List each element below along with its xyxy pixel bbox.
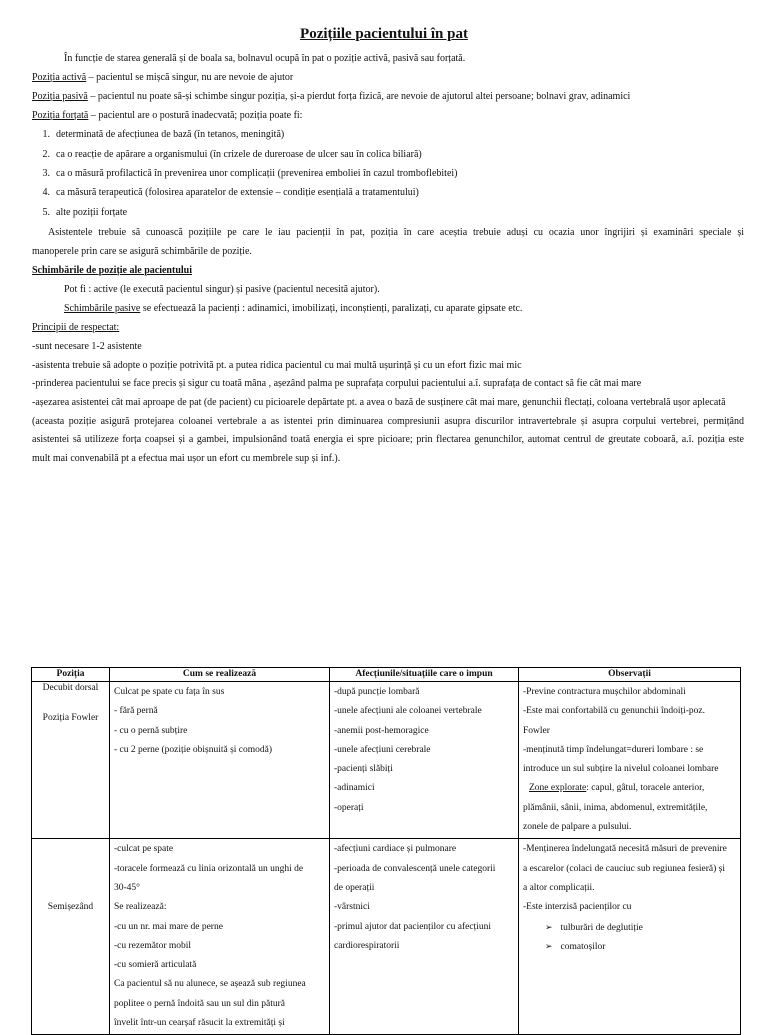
cell-line: introduce un sul subțire la nivelul coloanei lombare [523,764,719,775]
how-cell [110,839,330,1035]
cell-line: -anemii post-hemoragice [334,725,429,736]
conditions-cell [330,839,519,1035]
cell-line: învelit într-un cearșaf răsucit la extremități și [114,1018,285,1029]
list-number: 2. [42,149,50,160]
observations-cell [519,839,741,1035]
cell-line: -adinamici [334,783,375,794]
cell-line: -menținută timp îndelungat=dureri lombare : se [523,744,704,755]
passive-position-text: – pacientul nu poate să-și schimbe singur poziția, și-a pierdut forța fizică, are nevoie de ajutorul altei persoane; bolnavi grav, adinamici [87,91,631,102]
principles-heading: Principii de respectat: [32,322,120,333]
list-item [32,186,744,200]
cell-line: -culcat pe spate [114,844,174,855]
passive-changes-text: se efectuează la pacienți : adinamici, imobilizați, inconștienți, paralizați, cu aparate gipsate etc. [140,303,523,314]
principle-item: -asistenta trebuie să adopte o poziție potrivită pt. a putea ridica pacientul cu mai multă ușurință și cu un efort fizic mai mic [32,360,522,371]
bullet-item: ➢ tulburări de deglutiție [523,918,736,937]
cell-line: -după puncție lombară [334,687,420,697]
zones-explored-text: : capul, gâtul, toracele anterior, [586,783,705,794]
position-changes-types: Pot fi : active (le execută pacientul singur) și pasive (pacientul necesită ajutor). [64,284,380,295]
cell-line: a altor complicații. [523,882,595,893]
passive-position-label: Poziția pasivă [32,91,88,102]
column-header: Observații [519,668,741,682]
passive-changes-label: Schimbările pasive [64,303,141,314]
cell-line: -Previne contractura mușchilor abdominali [523,687,686,697]
cell-line: -cu un nr. mai mare de perne [114,921,223,932]
table-row [32,682,741,839]
cell-line: -cu somieră articulată [114,960,197,971]
positions-table [31,667,741,1035]
cell-line: -primul ajutor dat pacienților cu afecțiuni [334,921,491,932]
cell-line: - fără pernă [114,706,158,717]
column-header: Poziția [32,668,110,682]
principle-item-continuation: mult mai convenabilă pt a efectua mai ușor un efort cu membrele sup și inf.). [32,453,341,464]
zones-explored-line [523,779,736,798]
cell-line: -unele afecțiuni ale coloanei vertebrale [334,706,482,717]
page-title: Pozițiile pacientului în pat [300,26,468,42]
conditions-cell [330,682,519,839]
cell-line: Fowler [523,725,550,736]
principle-item: -sunt necesare 1-2 asistente [32,341,142,352]
position-name-cell [32,839,110,1035]
principle-item: -prinderea pacientului se face precis și sigur cu toată mâna , așezând palma pe suprafața corpului pacientului a.î. suprafața de contact să fie cât mai mare [32,378,642,389]
passive-changes-line [32,302,768,316]
active-position-label: Poziția activă [32,72,87,83]
list-number: 1. [42,129,50,140]
passive-position-line [32,90,744,104]
list-text: alte poziții forțate [56,207,128,218]
list-number: 5. [42,207,50,218]
position-name: Semișezând [47,902,94,913]
forced-position-label: Poziția forțată [32,110,89,121]
list-number: 3. [42,168,50,179]
intro-paragraph: În funcție de starea generală și de boala sa, bolnavul ocupă în pat o poziție activă, pasivă sau forțată. [64,53,466,64]
zones-explored-label: Zone explorate [529,783,587,794]
cell-line: - cu o pernă subțire [114,725,188,736]
position-name: Poziția Fowler [42,713,99,723]
cell-line: -toracele formează cu linia orizontală un unghi de [114,863,304,874]
cell-line: -perioada de convalescență unele categorii [334,863,496,874]
nurses-paragraph-line-1: Asistentele trebuie să cunoască pozițiile pe care le iau pacienții în pat, poziția în care aceștia trebuie aduși cu ocazia unor îngrijiri și examinări speciale și [48,227,744,238]
list-item [32,206,744,220]
how-cell [110,682,330,839]
observations-cell [519,682,741,839]
table-row [32,839,741,1035]
cell-line: poplitee o pernă îndoită sau un sul din pătură [114,998,285,1009]
cell-line: -afecțiuni cardiace și pulmonare [334,844,457,855]
cell-line: -vârstnici [334,902,370,913]
cell-line: -unele afecțiuni cerebrale [334,744,431,755]
cell-line: -Menținerea îndelungată necesită măsuri de prevenire [523,844,727,855]
list-item [32,128,744,142]
cell-line: -Este mai confortabilă cu genunchii îndoiți-poz. [523,706,706,717]
cell-line: zonele de palpare a pulsului. [523,822,632,833]
list-item [32,167,744,181]
cell-line: plămânii, sânii, inima, abdomenul, extremitățile, [523,802,708,813]
position-name: Decubit dorsal [42,683,99,693]
list-text: ca măsură terapeutică (folosirea aparatelor de extensie – condiție esențială a tratamentului) [56,187,419,198]
cell-line: -cu rezemător mobil [114,940,192,951]
forced-position-text: – pacientul are o postură inadecvată; poziția poate fi: [88,110,303,121]
principle-item-continuation: (aceasta poziție asigură protejarea coloanei vertebrale a as istentei prin diminuarea compresiunii asupra discurilor intravertebrale și asupra corpului vertebrei, permițând [32,416,744,427]
cell-line: Se realizează: [114,902,167,913]
list-text: ca o reacție de apărare a organismului (în crizele de dureroase de ulcer sau în colica biliară) [56,149,422,160]
list-text: ca o măsură profilactică în prevenirea unor complicații (prevenirea emboliei în cazul tromboflebitei) [56,168,458,179]
cell-line: Culcat pe spate cu fața în sus [114,687,225,697]
cell-line: - cu 2 perne (poziție obișnuită și comodă) [114,744,273,755]
nurses-paragraph-line-2: manoperele prin care se asigură schimbările de poziție. [32,246,252,257]
bullet-item: ➢ comatoșilor [523,937,736,956]
active-position-line [32,71,744,85]
list-number: 4. [42,187,50,198]
cell-line: -pacienți slăbiți [334,764,393,775]
cell-line: cardiorespiratorii [334,940,400,951]
column-header: Cum se realizează [110,668,330,682]
cell-line: -Este interzisă pacienților cu [523,902,632,913]
list-item [32,148,744,162]
cell-line: Ca pacientul să nu alunece, se așează sub regiunea [114,979,306,990]
active-position-text: – pacientul se mișcă singur, nu are nevoie de ajutor [86,72,294,83]
cell-line: 30-45° [114,882,140,893]
cell-line: a escarelor (colaci de cauciuc sub regiunea fesieră) și [523,863,726,874]
cell-line: de operații [334,882,375,893]
table-header-row [32,668,741,682]
cell-line: -operați [334,802,364,813]
principle-item-continuation: asistentei să utilizeze forța coapsei și a gambei, impulsionând toată energia ei spre picioare; prin flectarea genunchilor, automat centrul de greutate coboară, a.î. poziția este [32,434,744,445]
forced-position-line [32,109,744,123]
principle-item: -așezarea asistentei cât mai aproape de pat (de pacient) cu picioarele depărtate pt. a avea o bază de susținere cât mai mare, genunchii flectați, coloana vertebrală ușor aplecată [32,397,726,408]
position-changes-heading: Schimbările de poziție ale pacientului [32,265,192,276]
position-name-cell [32,682,110,839]
column-header: Afecțiunile/situațiile care o impun [330,668,519,682]
list-text: determinată de afecțiunea de bază (în tetanos, meningită) [56,129,285,140]
